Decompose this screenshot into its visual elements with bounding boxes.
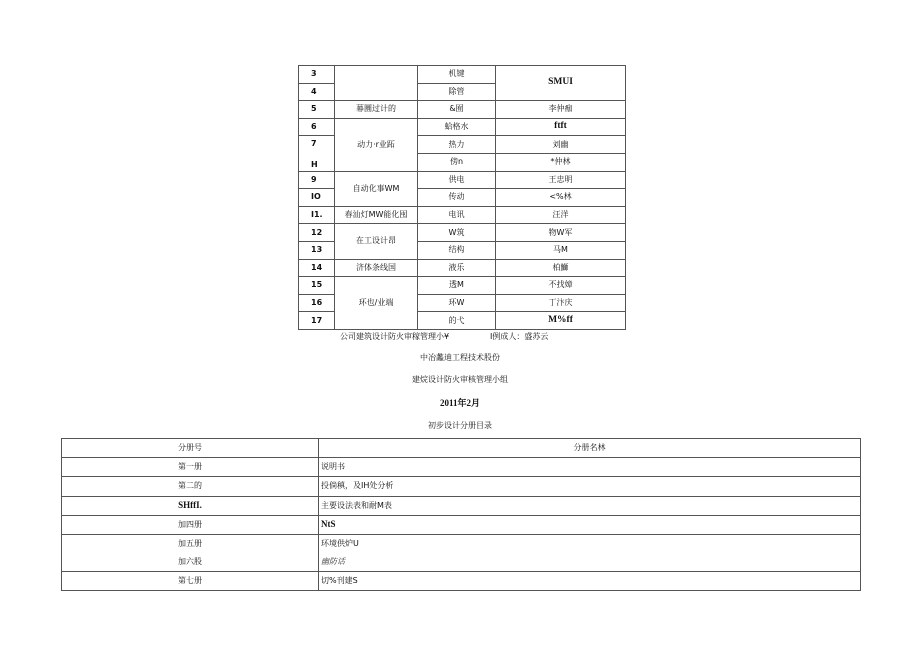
item-cell: 透M: [418, 277, 496, 295]
item-cell: 的弋: [418, 312, 496, 330]
volume-name: 切%刊建S: [319, 571, 861, 590]
row-number: I1.: [299, 206, 335, 224]
table-row: [299, 206, 626, 224]
volume-name-a: 环境供炉U: [321, 538, 359, 548]
table-row: [299, 101, 626, 119]
item-cell: 除管: [418, 83, 496, 101]
item-cell: 电讯: [418, 206, 496, 224]
item-cell: W筑: [418, 224, 496, 242]
volume-number: SHffI.: [62, 496, 319, 515]
group-cell: 在工设计昂: [335, 224, 418, 259]
volume-name: NtS: [319, 515, 861, 534]
person-cell: 王忠明: [496, 171, 626, 189]
group-cell: 幕圜过计的: [335, 101, 418, 119]
table-row: [62, 496, 861, 515]
item-cell: 机键: [418, 66, 496, 84]
row-number-top: 7: [311, 139, 317, 149]
team-name: 建烷设计防火审核管理小组: [412, 375, 508, 384]
table-header-row: [62, 439, 861, 458]
table-row: [299, 118, 626, 136]
volume-number: 第一册: [62, 458, 319, 477]
volume-name: 投倘稹，及IH处分析: [319, 477, 861, 496]
row-number: 12: [299, 224, 335, 242]
person-cell: SMUI: [496, 66, 626, 101]
row-number: [299, 136, 335, 171]
group-cell: [335, 66, 418, 101]
footer-left-text: 公司建筑设计防火审稼管理小¥: [340, 332, 450, 341]
person-cell: 不找嫜: [496, 277, 626, 295]
person-cell: 刘幽: [496, 136, 626, 154]
date: 2011年2月: [439, 398, 480, 408]
person-cell: 马M: [496, 241, 626, 259]
person-cell: *仲林: [496, 153, 626, 171]
volume-number: [62, 534, 319, 571]
volume-name: 说明书: [319, 458, 861, 477]
table-row: [62, 534, 861, 571]
volume-name: 主要设法表和耐M表: [319, 496, 861, 515]
item-cell: 液乐: [418, 259, 496, 277]
table-row: [62, 477, 861, 496]
volume-number: 第七册: [62, 571, 319, 590]
group-cell: 环也/业端: [335, 277, 418, 330]
person-cell: M%ff: [496, 312, 626, 330]
person-cell: 丁汴庆: [496, 294, 626, 312]
company-name: 中冶蠡迪工程技术股份: [420, 353, 500, 362]
table-row: [62, 458, 861, 477]
item-cell: 环W: [418, 294, 496, 312]
group-cell: 动力·r业跖: [335, 118, 418, 171]
row-number: IO: [299, 189, 335, 207]
row-number: 3: [299, 66, 335, 84]
table-footer-note: [340, 331, 549, 342]
volume-table: [61, 438, 861, 591]
column-header: 分册名林: [319, 439, 861, 458]
group-cell: 春汕灯MW能化囤: [335, 206, 418, 224]
row-number: 6: [299, 118, 335, 136]
person-cell: 李仲痂: [496, 101, 626, 119]
table-row: [299, 66, 626, 84]
item-cell: 供电: [418, 171, 496, 189]
person-cell: 汪洋: [496, 206, 626, 224]
row-number: 4: [299, 83, 335, 101]
volume-name-b: 幽防话: [321, 556, 345, 566]
item-cell: 傍n: [418, 153, 496, 171]
table-row: [299, 171, 626, 189]
row-number: 17: [299, 312, 335, 330]
person-cell: 物W军: [496, 224, 626, 242]
table-row: [62, 515, 861, 534]
person-cell: ftft: [496, 118, 626, 136]
person-cell: 柏鰤: [496, 259, 626, 277]
item-cell: &囿: [418, 101, 496, 119]
table-row: [299, 277, 626, 295]
group-cell: 自动化事WM: [335, 171, 418, 206]
item-cell: 传动: [418, 189, 496, 207]
volume-number: 加四册: [62, 515, 319, 534]
personnel-table: [298, 65, 626, 330]
table-row: [299, 224, 626, 242]
item-cell: 热力: [418, 136, 496, 154]
row-number: 14: [299, 259, 335, 277]
row-number-bottom: H: [311, 160, 318, 170]
volume-number-b: 加六股: [178, 556, 202, 566]
item-cell: 结构: [418, 241, 496, 259]
row-number: 15: [299, 277, 335, 295]
volume-number: 第二的: [62, 477, 319, 496]
person-cell: <%林: [496, 189, 626, 207]
table-row: [299, 259, 626, 277]
toc-title: 初步设计分册目录: [428, 421, 492, 430]
row-number: 5: [299, 101, 335, 119]
footer-right-text: I例成人：盛苏云: [490, 332, 549, 341]
row-number: 16: [299, 294, 335, 312]
group-cell: 济体条线国: [335, 259, 418, 277]
column-header: 分册号: [62, 439, 319, 458]
volume-number-a: 加五册: [178, 538, 202, 548]
row-number: 13: [299, 241, 335, 259]
row-number: 9: [299, 171, 335, 189]
item-cell: 蛤格水: [418, 118, 496, 136]
table-row: [62, 571, 861, 590]
volume-name: [319, 534, 861, 571]
